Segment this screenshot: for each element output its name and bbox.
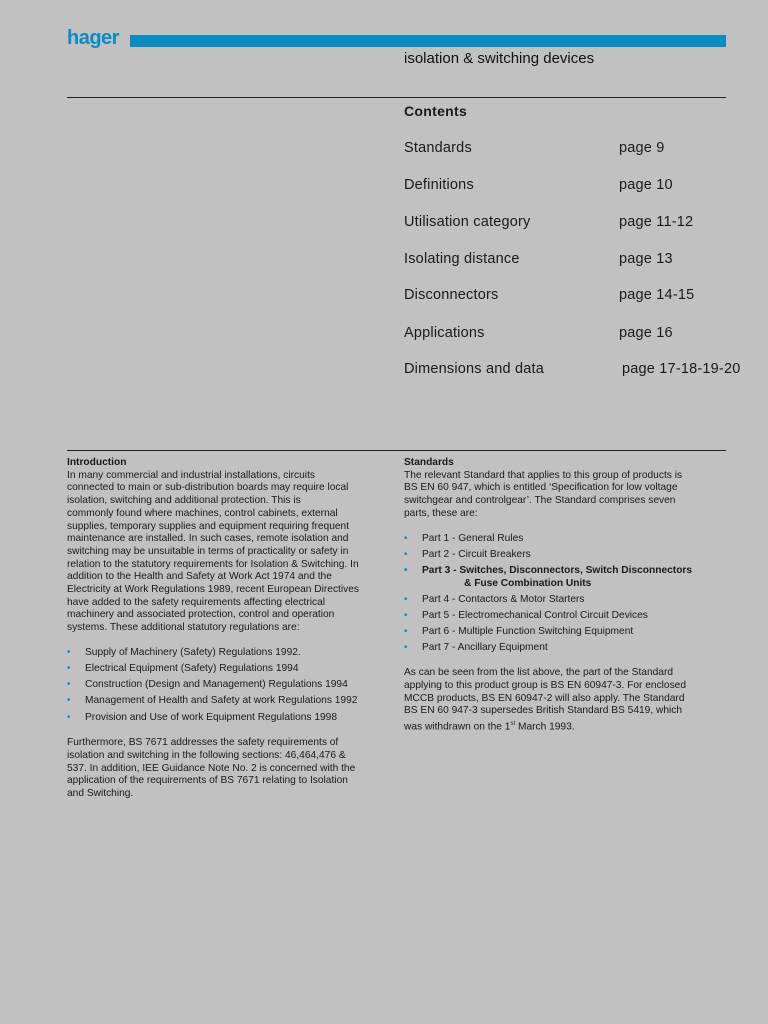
standards-line: switchgear and controlgear’. The Standard comprises seven	[404, 495, 676, 507]
toc-page-dimensions: page 17-18-19-20	[622, 361, 741, 377]
list-item: • Electrical Equipment (Safety) Regulations 1994	[67, 663, 299, 675]
bullet-icon: •	[404, 626, 408, 638]
standards-line: The relevant Standard that applies to this group of products is	[404, 469, 683, 481]
list-item: • Part 1 - General Rules	[404, 532, 524, 544]
divider-middle	[67, 450, 726, 451]
standards-line: parts, these are:	[404, 507, 478, 519]
standards-closing	[404, 667, 734, 734]
list-item: • Part 7 - Ancillary Equipment	[404, 642, 548, 654]
toc-label-isolating: Isolating distance	[404, 251, 520, 267]
list-item: • Part 5 - Electromechanical Control Circuit Devices	[404, 610, 648, 622]
closing-line: MCCB products, BS EN 60947-2 will also apply. The Standard	[404, 692, 685, 704]
bullet-icon: •	[67, 646, 71, 658]
introduction-line: isolation, switching and additional protection. This is	[67, 495, 301, 507]
introduction-line: supplies, temporary supplies and equipment requiring frequent	[67, 520, 350, 532]
bullet-icon: •	[404, 532, 408, 544]
closing-line: Furthermore, BS 7671 addresses the safety requirements of	[67, 737, 339, 749]
bullet-icon: •	[404, 610, 408, 622]
hager-logo: hager	[67, 27, 119, 49]
introduction-line: connected to main or sub-distribution boards may require local	[67, 482, 349, 494]
closing-line: application of the requirements of BS 7671 relating to Isolation	[67, 775, 348, 787]
divider-top	[67, 97, 726, 98]
introduction-section	[67, 457, 397, 801]
introduction-line: addition to the Health and Safety at Work Act 1974 and the	[67, 571, 332, 583]
list-item-highlighted: • Part 3 - Switches, Disconnectors, Switch Disconnectors & Fuse Combination Units	[404, 564, 693, 589]
introduction-heading: Introduction	[67, 457, 127, 468]
toc-page-isolating: page 13	[619, 251, 673, 267]
bullet-icon: •	[404, 564, 408, 576]
introduction-line: relation to the statutory requirements for Isolation & Switching. In	[67, 558, 359, 570]
toc-label-disconnectors: Disconnectors	[404, 287, 499, 303]
toc-page-utilisation: page 11-12	[619, 214, 694, 230]
introduction-line: commonly found where machines, control cabinets, external	[67, 507, 338, 519]
introduction-line: systems. These additional statutory regulations are:	[67, 622, 300, 634]
closing-line-last: was withdrawn on the 1st March 1993.	[404, 720, 575, 733]
introduction-line: machinery and associated protection, control and operation	[67, 609, 335, 621]
bullet-icon: •	[404, 548, 408, 560]
bullet-icon: •	[67, 679, 71, 691]
toc-label-definitions: Definitions	[404, 177, 474, 193]
toc-label-utilisation: Utilisation category	[404, 214, 531, 230]
document-subtitle: isolation & switching devices	[404, 50, 595, 67]
closing-line: isolation and switching in the following sections: 46,464,476 &	[67, 750, 346, 762]
header-accent-bar	[130, 35, 726, 47]
toc-page-definitions: page 10	[619, 177, 673, 193]
bullet-icon: •	[404, 593, 408, 605]
bullet-icon: •	[67, 663, 71, 675]
list-item: • Part 2 - Circuit Breakers	[404, 548, 531, 560]
introduction-line: Electricity at Work Regulations 1989, recent European Directives	[67, 584, 359, 596]
toc-page-disconnectors: page 14-15	[619, 287, 695, 303]
toc-label-applications: Applications	[404, 325, 485, 341]
toc-label-standards: Standards	[404, 140, 472, 156]
list-item: • Part 6 - Multiple Function Switching Equipment	[404, 626, 634, 638]
toc-page-standards: page 9	[619, 140, 665, 156]
toc-label-dimensions: Dimensions and data	[404, 361, 545, 377]
list-item: • Part 4 - Contactors & Motor Starters	[404, 593, 585, 605]
closing-line: 537. In addition, IEE Guidance Note No. 2 is concerned with the	[67, 762, 356, 774]
standards-heading: Standards	[404, 457, 454, 468]
introduction-line: maintenance are installed. In such cases, remote isolation and	[67, 533, 349, 545]
list-item: • Construction (Design and Management) Regulations 1994	[67, 679, 348, 691]
bullet-icon: •	[67, 711, 71, 723]
standards-section	[404, 457, 734, 734]
standards-line: BS EN 60 947, which is entitled ‘Specification for low voltage	[404, 482, 678, 494]
introduction-line: have added to the safety requirements affecting electrical	[67, 596, 326, 608]
list-item: • Supply of Machinery (Safety) Regulations 1992.	[67, 646, 301, 658]
bullet-icon: •	[404, 642, 408, 654]
introduction-closing	[67, 737, 397, 801]
toc-page-applications: page 16	[619, 325, 673, 341]
closing-line: BS EN 60 947-3 supersedes British Standard BS 5419, which	[404, 705, 683, 717]
standard-parts-list	[404, 533, 734, 656]
bullet-icon: •	[67, 695, 71, 707]
contents-title: Contents	[404, 103, 468, 119]
regulations-list	[67, 647, 397, 725]
list-item: • Management of Health and Safety at work Regulations 1992	[67, 695, 358, 707]
closing-line: applying to this product group is BS EN 60947-3. For enclosed	[404, 679, 687, 691]
introduction-line: In many commercial and industrial installations, circuits	[67, 469, 315, 481]
list-item: • Provision and Use of work Equipment Regulations 1998	[67, 711, 338, 723]
introduction-line: switching may be unsuitable in terms of practicality or safety in	[67, 545, 349, 557]
closing-line: and Switching.	[67, 788, 134, 800]
closing-line: As can be seen from the list above, the part of the Standard	[404, 667, 673, 679]
